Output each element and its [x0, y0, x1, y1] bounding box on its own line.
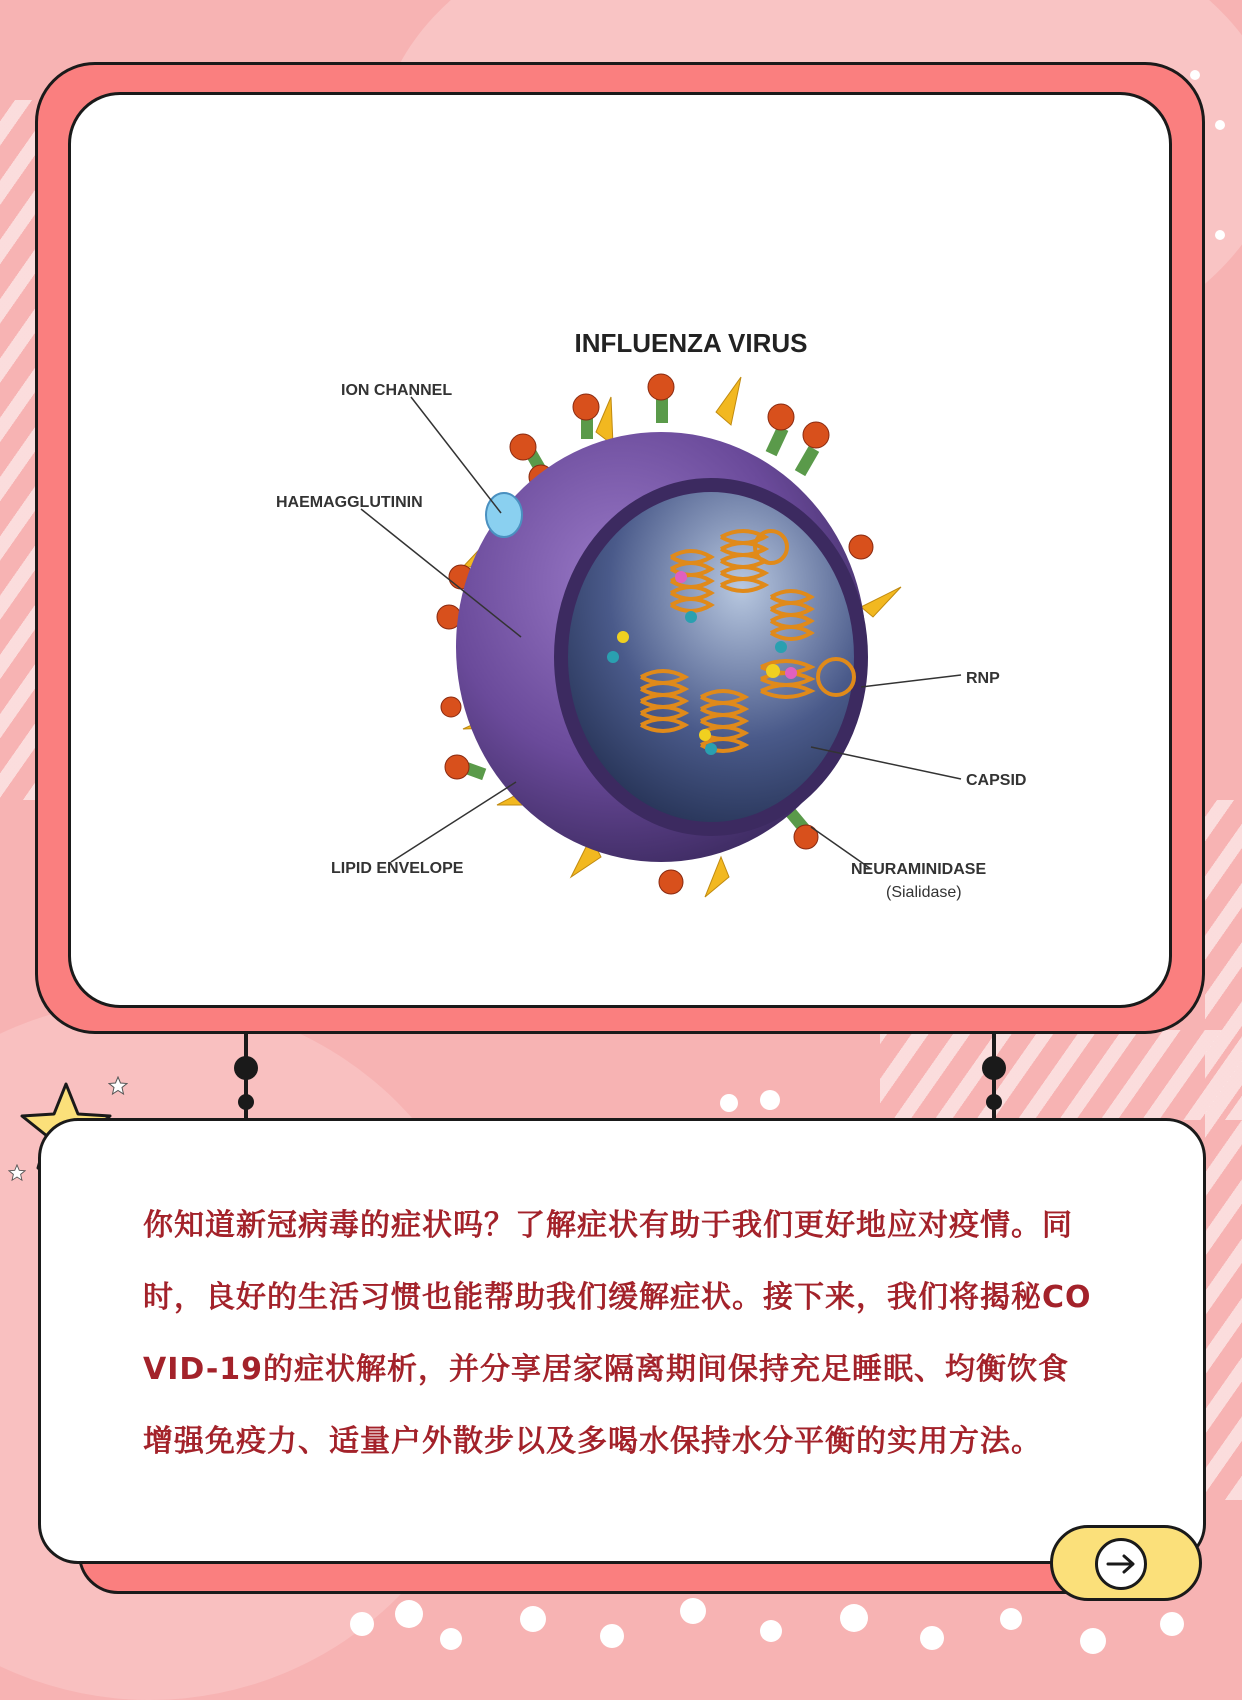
- next-button[interactable]: [1050, 1525, 1202, 1601]
- label-haemagglutinin: HAEMAGGLUTININ: [276, 494, 423, 511]
- influenza-virus-diagram: [261, 317, 1121, 957]
- background-dot: [760, 1090, 780, 1110]
- connector-knob-right: [982, 1056, 1006, 1080]
- background-dot: [680, 1598, 706, 1624]
- background-stripes: [1205, 800, 1242, 1500]
- card-body-text: 你知道新冠病毒的症状吗？了解症状有助于我们更好地应对疫情。同时，良好的生活习惯也能帮助我们缓解症状。接下来，我们将揭秘COVID-19的症状解析，并分享居家隔离期间保持充足睡眠、均衡饮食增强免疫力、适量户外散步以及多喝水保持水分平衡的实用方法。: [143, 1208, 1092, 1459]
- background-dot: [760, 1620, 782, 1642]
- label-neuraminidase: NEURAMINIDASE: [851, 861, 987, 878]
- small-star-icon: [8, 1164, 26, 1182]
- next-button-circle: [1095, 1538, 1147, 1590]
- background-dot: [600, 1624, 624, 1648]
- background-dot: [395, 1600, 423, 1628]
- background-dot: [520, 1606, 546, 1632]
- background-dot: [840, 1604, 868, 1632]
- background-stripes: [880, 1030, 1242, 1120]
- connector-knob-right-small: [986, 1094, 1002, 1110]
- background-stripes: [0, 100, 40, 800]
- image-card: [68, 92, 1172, 1008]
- background-dot: [1215, 230, 1225, 240]
- background-dot: [1080, 1628, 1106, 1654]
- virus-illustration: [261, 317, 1121, 957]
- connector-knob-left: [234, 1056, 258, 1080]
- label-capsid: CAPSID: [966, 772, 1027, 789]
- label-lipid-envelope: LIPID ENVELOPE: [331, 860, 464, 877]
- background-dot: [1160, 1612, 1184, 1636]
- diagram-title: INFLUENZA VIRUS: [574, 328, 808, 358]
- label-sialidase: (Sialidase): [886, 884, 962, 901]
- background-dot: [720, 1094, 738, 1112]
- capsid-inner: [561, 485, 861, 829]
- background-dot: [920, 1626, 944, 1650]
- connector-knob-left-small: [238, 1094, 254, 1110]
- small-star-icon: [108, 1076, 128, 1096]
- background-dot: [1000, 1608, 1022, 1630]
- label-ion-channel: ION CHANNEL: [341, 382, 453, 399]
- background-dot: [440, 1628, 462, 1650]
- background-dot: [1190, 70, 1200, 80]
- arrow-right-icon: [1098, 1541, 1144, 1587]
- background-dot: [350, 1612, 374, 1636]
- background-dot: [1215, 120, 1225, 130]
- label-rnp: RNP: [966, 670, 1000, 687]
